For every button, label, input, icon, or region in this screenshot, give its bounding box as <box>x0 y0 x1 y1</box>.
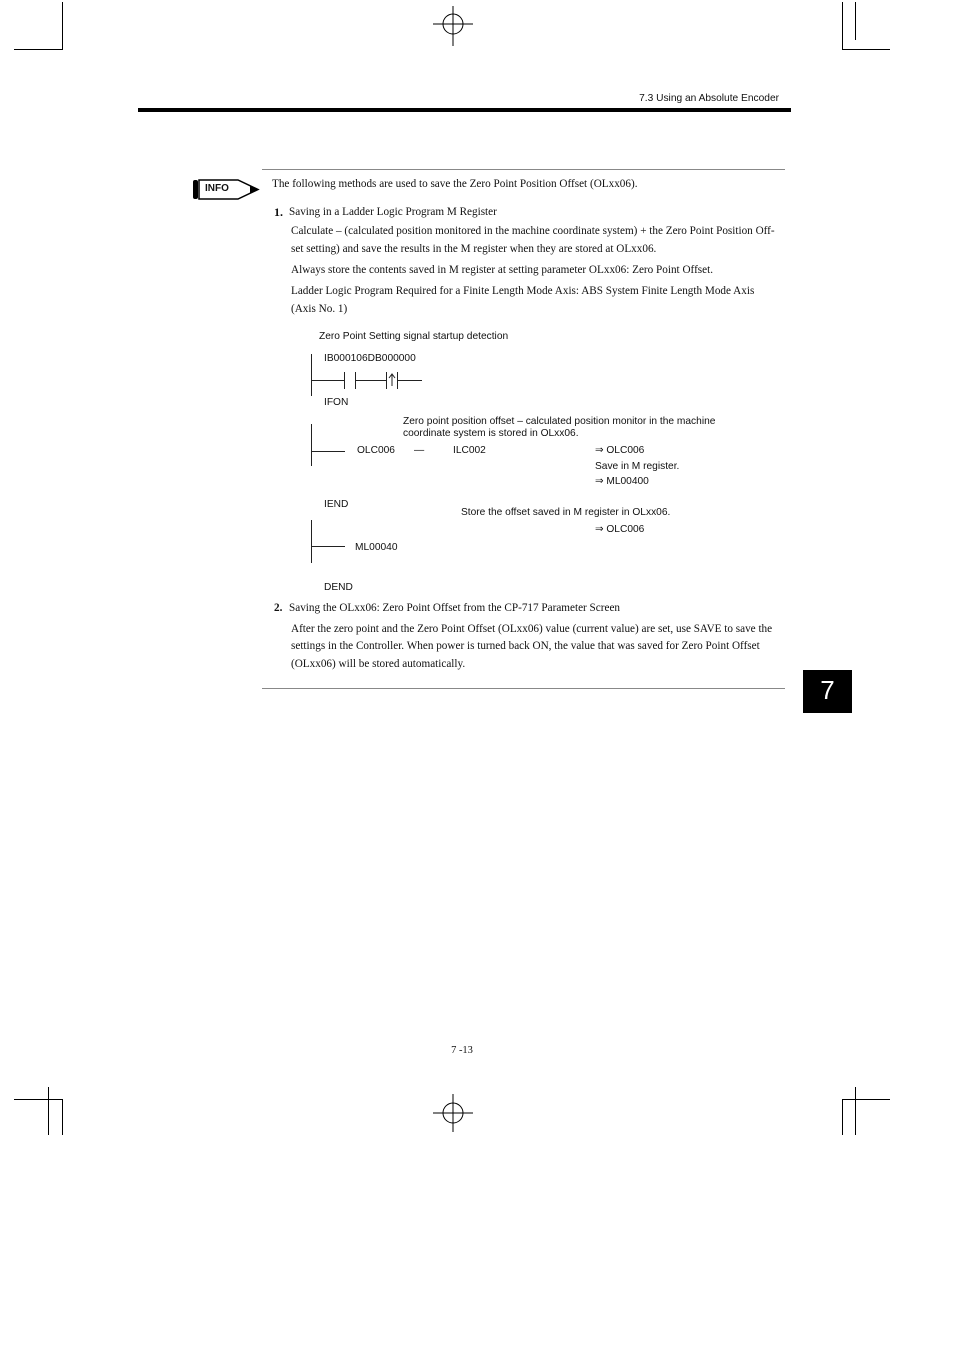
info-bottom-rule <box>262 688 785 689</box>
item-1-para1-line2: set setting) and save the results in the M register when they are stored at OLxx06. <box>291 243 657 255</box>
info-badge-label: INFO <box>205 183 229 194</box>
item-1-number: 1. <box>274 205 283 219</box>
contact-link-wire <box>355 380 386 381</box>
rung-1-wire <box>311 380 344 381</box>
ifon-label: IFON <box>324 397 349 408</box>
store-arrow-1: ⇒ OLC006 <box>595 445 645 456</box>
intro-text: The following methods are used to save the Zero Point Position Offset (OLxx06). <box>272 178 638 190</box>
item-2-para-line2: settings in the Controller. When power is turned back ON, the value that was saved for Zero Point Offset <box>291 640 760 652</box>
item-1-title: Saving in a Ladder Logic Program M Register <box>289 206 497 218</box>
page-number: 7 -13 <box>451 1045 473 1056</box>
store-arrow-3: ⇒ OLC006 <box>595 524 645 535</box>
ladder-title: Zero Point Setting signal startup detection <box>319 331 509 342</box>
item-2-para-line3: (OLxx06) will be stored automatically. <box>291 658 466 670</box>
contact-out-wire <box>398 380 422 381</box>
registration-target-top <box>430 6 476 46</box>
info-top-rule <box>262 169 785 170</box>
comment-1-line2: coordinate system is stored in OLxx06. <box>403 428 579 439</box>
item-2-para-line1: After the zero point and the Zero Point Offset (OLxx06) value (current value) are set, use SAVE to save the <box>291 623 773 635</box>
rising-edge-icon <box>386 370 398 390</box>
chapter-tab <box>803 670 852 713</box>
registration-target-bottom <box>430 1094 476 1134</box>
minus-operator: — <box>414 445 425 456</box>
header-rule <box>138 108 791 112</box>
operand-ilc002: ILC002 <box>453 445 486 456</box>
rung-2-power-rail <box>311 424 312 466</box>
contact-label: IB000106DB000000 <box>324 353 416 364</box>
rung-1-power-rail <box>311 354 312 396</box>
operand-olc006: OLC006 <box>357 445 395 456</box>
store-arrow-2: ⇒ ML00400 <box>595 476 649 487</box>
comment-1-line1: Zero point position offset – calculated position monitor in the machine <box>403 416 716 427</box>
item-1-para3-line1: Ladder Logic Program Required for a Finite Length Mode Axis: ABS System Finite Length Mode Axis <box>291 285 755 297</box>
item-1-para3-line2: (Axis No. 1) <box>291 303 348 315</box>
contact-a-left <box>344 372 345 389</box>
rung-2-wire <box>311 451 345 452</box>
item-2-number: 2. <box>274 602 283 614</box>
info-badge <box>192 179 260 200</box>
iend-label: IEND <box>324 499 349 510</box>
comment-2: Store the offset saved in M register in OLxx06. <box>461 507 671 518</box>
chapter-tab-number: 7 <box>820 675 835 705</box>
save-note: Save in M register. <box>595 461 680 472</box>
dend-label: DEND <box>324 582 353 593</box>
running-header: 7.3 Using an Absolute Encoder <box>639 93 779 104</box>
rung-3-wire <box>311 546 345 547</box>
item-1-para2: Always store the contents saved in M register at setting parameter OLxx06: Zero Point Offset. <box>291 264 714 276</box>
operand-ml00040: ML00040 <box>355 542 398 553</box>
item-1-para1-line1: Calculate – (calculated position monitored in the machine coordinate system) + the Zero Point Position Off- <box>291 225 775 237</box>
item-2-title: Saving the OLxx06: Zero Point Offset from the CP-717 Parameter Screen <box>289 602 620 614</box>
rung-3-power-rail <box>311 520 312 563</box>
